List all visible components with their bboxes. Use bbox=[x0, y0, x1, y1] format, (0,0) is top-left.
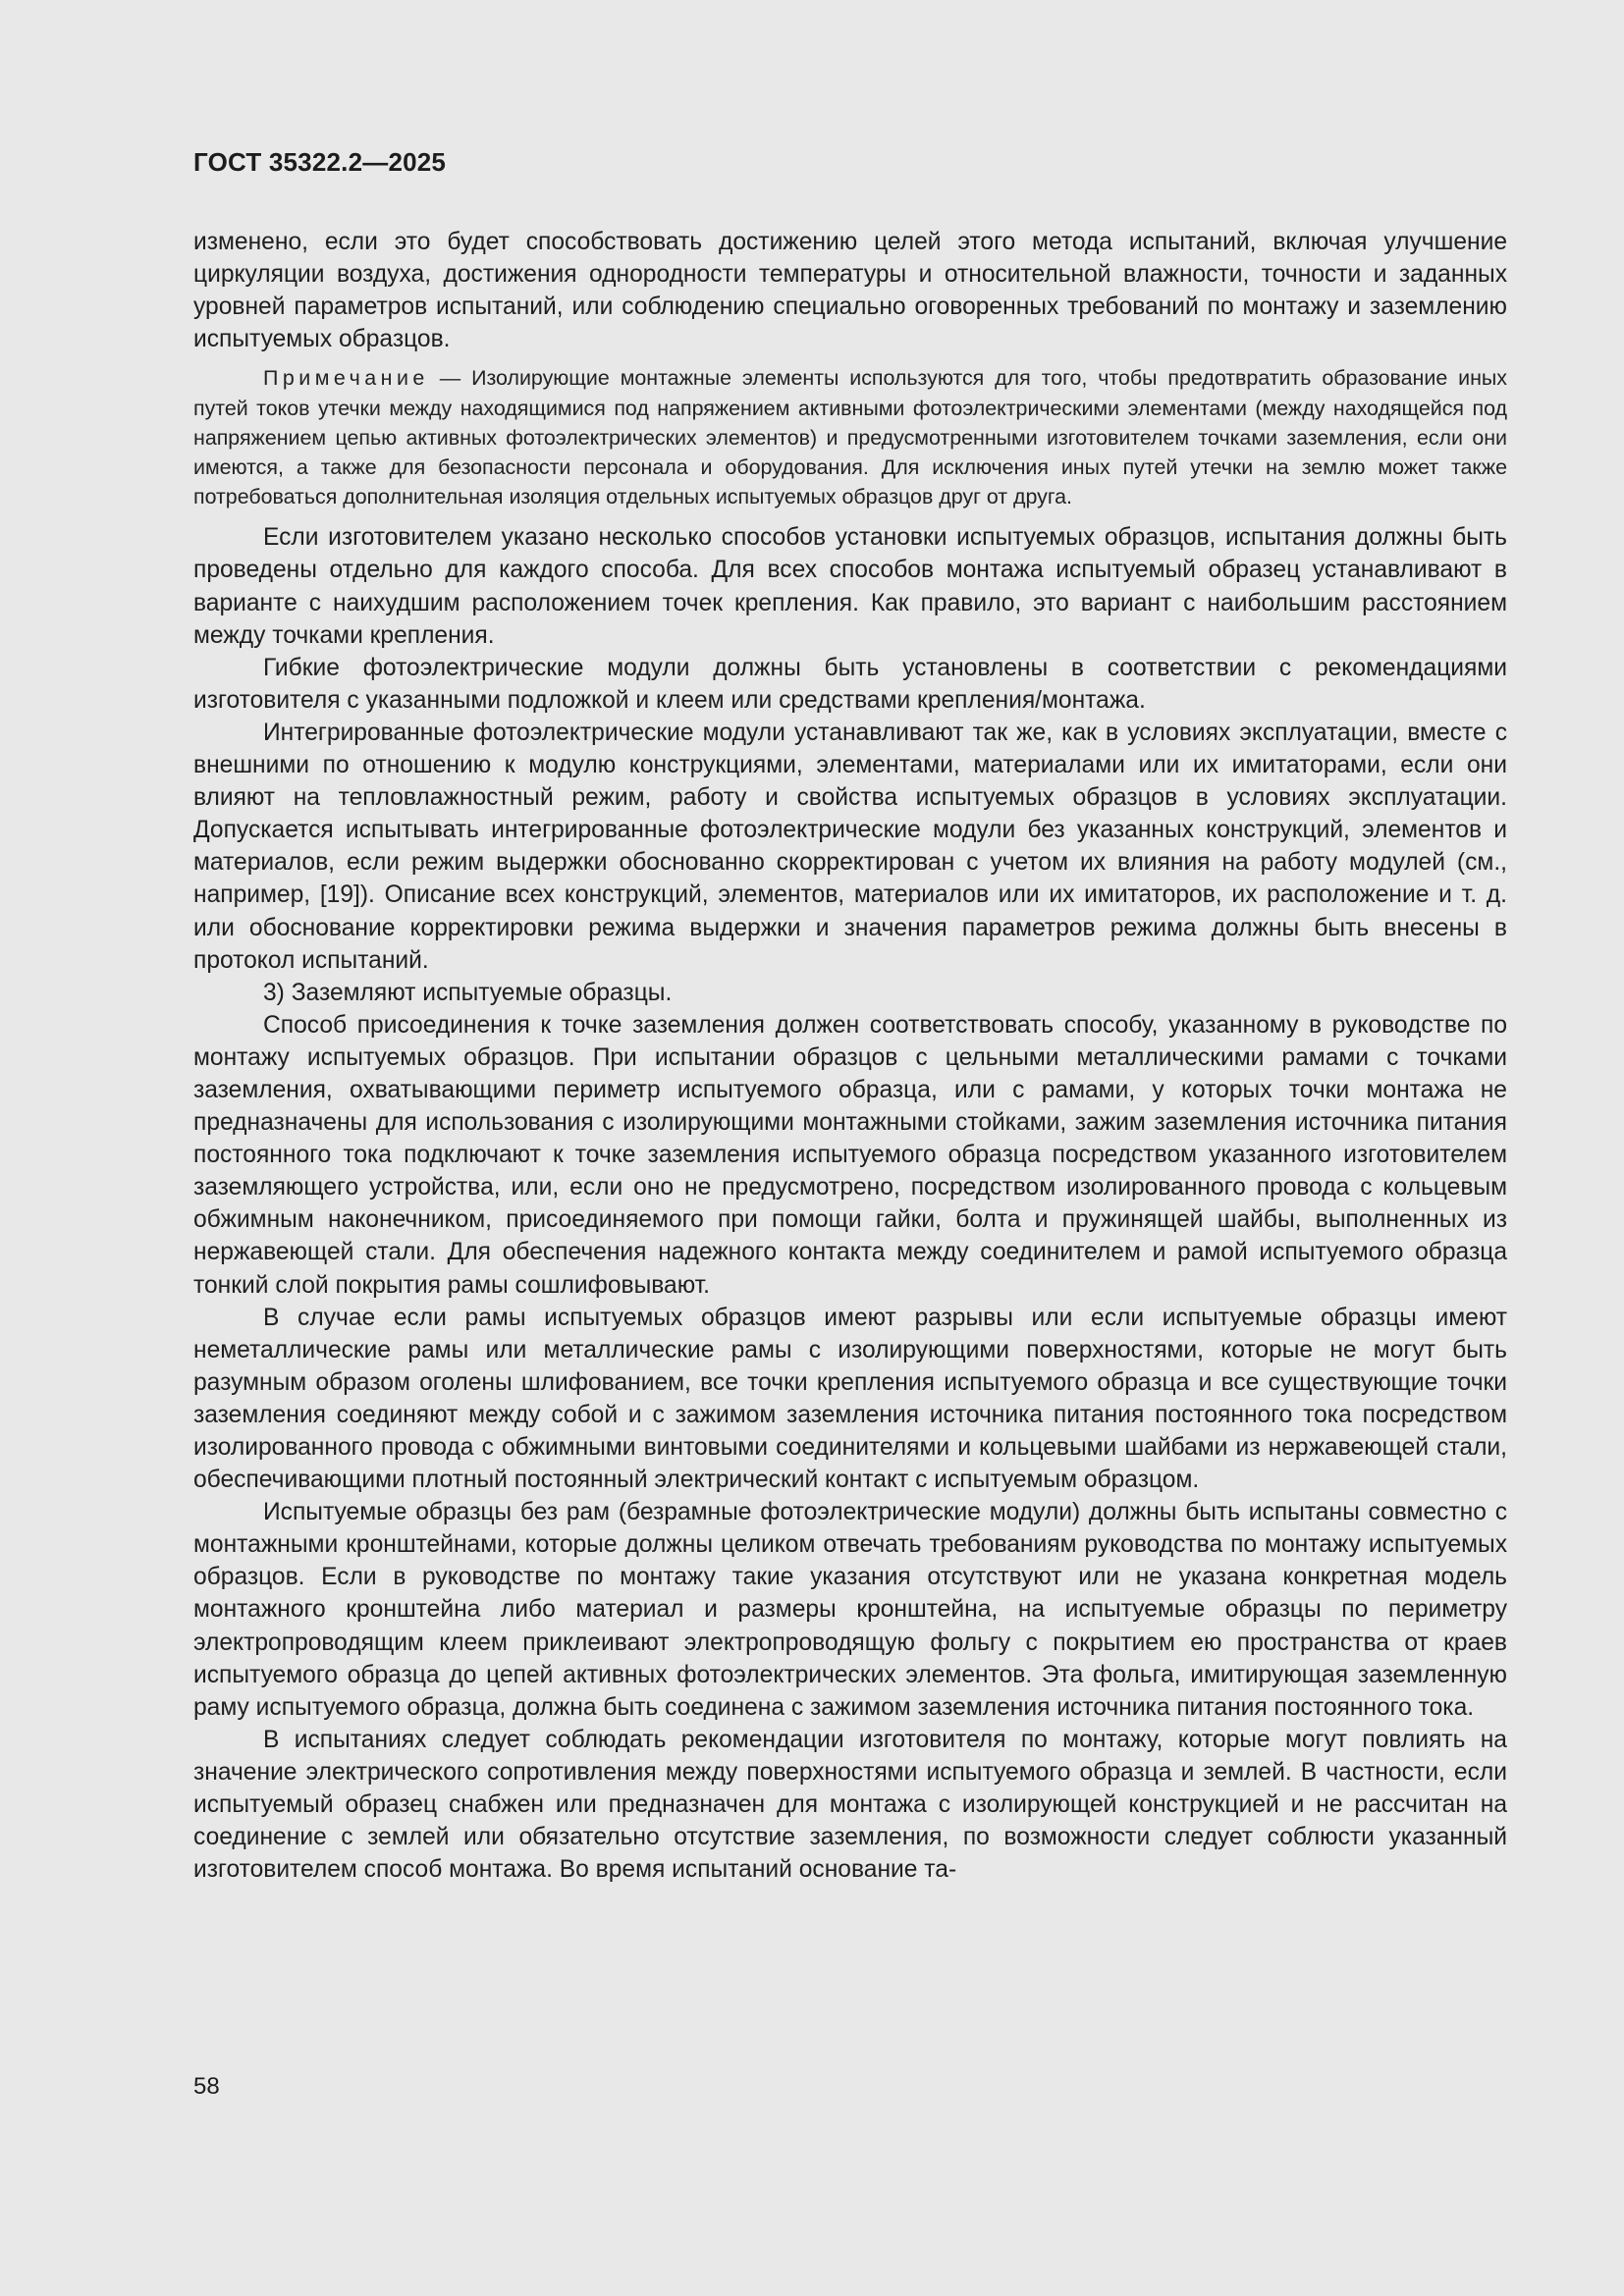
paragraph: Испытуемые образцы без рам (безрамные фотоэлектрические модули) должны быть испытаны совместно с монтажными кронштейнами, которые должны целиком отвечать требованиям руководства по монтажу испытуемых образцов. Если в руководстве по монтажу такие указания отсутствуют или не указана конкретная модель монтажного кронштейна либо материал и размеры кронштейна, на испытуемые образцы по периметру электропроводящим клеем приклеивают электропроводящую фольгу с покрытием ею пространства от краев испытуемого образца до цепей активных фотоэлектрических элементов. Эта фольга, имитирующая заземленную раму испытуемого образца, должна быть соединена с зажимом заземления источника питания постоянного тока. bbox=[193, 1499, 1507, 1721]
paragraph: Интегрированные фотоэлектрические модули устанавливают так же, как в условиях эксплуатации, вместе с внешними по отношению к модулю конструкциями, элементами, материалами или их имитаторами, если они влияют на тепловлажностный режим, работу и свойства испытуемых образцов в условиях эксплуатации. Допускается испытывать интегрированные фотоэлектрические модули без указанных конструкций, элементов и материалов, если режим выдержки обоснованно скорректирован с учетом их влияния на работу модулей (см., например, [19]). Описание всех конструкций, элементов, материалов или их имитаторов, их расположение и т. д. или обоснование корректировки режима выдержки и значения параметров режима должны быть внесены в протокол испытаний. bbox=[193, 719, 1507, 974]
paragraph: В испытаниях следует соблюдать рекомендации изготовителя по монтажу, которые могут повлиять на значение электрического сопротивления между поверхностями испытуемого образца и землей. В частности, если испытуемый образец снабжен или предназначен для монтажа с изолирующей конструкцией и не рассчитан на соединение с землей или обязательно отсутствие заземления, по возможности следует соблюсти указанный изготовителем способ монтажа. Во время испытаний основание та- bbox=[193, 1726, 1507, 1884]
document-body bbox=[193, 226, 1507, 1886]
paragraph: Гибкие фотоэлектрические модули должны быть установлены в соответствии с рекомендациями изготовителя с указанными подложкой и клеем или средствами крепления/монтажа. bbox=[193, 654, 1507, 714]
paragraph: Если изготовителем указано несколько способов установки испытуемых образцов, испытания должны быть проведены отдельно для каждого способа. Для всех способов монтажа испытуемый образец устанавливают в варианте с наихудшим расположением точек крепления. Как правило, это вариант с наибольшим расстоянием между точками крепления. bbox=[193, 524, 1507, 649]
paragraph: В случае если рамы испытуемых образцов имеют разрывы или если испытуемые образцы имеют неметаллические рамы или металлические рамы с изолирующими поверхностями, которые не могут быть разумным образом оголены шлифованием, все точки крепления испытуемого образца и все существующие точки заземления соединяют между собой и с зажимом заземления источника питания постоянного тока посредством изолированного провода с обжимными винтовыми соединителями и кольцевыми шайбами из нержавеющей стали, обеспечивающими плотный постоянный электрический контакт с испытуемым образцом. bbox=[193, 1304, 1507, 1494]
page-number: 58 bbox=[193, 2073, 220, 2100]
paragraph: Способ присоединения к точке заземления должен соответствовать способу, указанному в руководстве по монтажу испытуемых образцов. При испытании образцов с цельными металлическими рамами с точками заземления, охватывающими периметр испытуемого образца, или с рамами, у которых точки монтажа не предназначены для использования с изолирующими монтажными стойками, зажим заземления источника питания постоянного тока подключают к точке заземления испытуемого образца посредством указанного изготовителем заземляющего устройства, или, если оно не предусмотрено, посредством изолированного провода с кольцевым обжимным наконечником, присоединяемого при помощи гайки, болта и пружинящей шайбы, выполненных из нержавеющей стали. Для обеспечения надежного контакта между соединителем и рамой испытуемого образца тонкий слой покрытия рамы сошлифовывают. bbox=[193, 1011, 1507, 1299]
note-dash: — bbox=[428, 366, 472, 391]
document-header: ГОСТ 35322.2—2025 bbox=[193, 147, 447, 177]
note-text: Изолирующие монтажные элементы используются для того, чтобы предотвратить образование иных путей токов утечки между находящимися под напряжением активными фотоэлектрическими элементами (между находящейся под напряжением цепью активных фотоэлектрических элементов) и предусмотренными изготовителем точками заземления, если они имеются, а также для безопасности персонала и оборудования. Для исключения иных путей утечки на землю может также потребоваться дополнительная изоляция отдельных испытуемых образцов друг от друга. bbox=[193, 366, 1507, 509]
note-label: Примечание bbox=[263, 366, 429, 391]
list-step-heading: 3) Заземляют испытуемые образцы. bbox=[263, 979, 673, 1006]
note-block bbox=[193, 363, 1507, 511]
paragraph: изменено, если это будет способствовать достижению целей этого метода испытаний, включая улучшение циркуляции воздуха, достижения однородности температуры и относительной влажности, точности и заданных уровней параметров испытаний, или соблюдению специально оговоренных требований по монтажу и заземлению испытуемых образцов. bbox=[193, 229, 1507, 353]
